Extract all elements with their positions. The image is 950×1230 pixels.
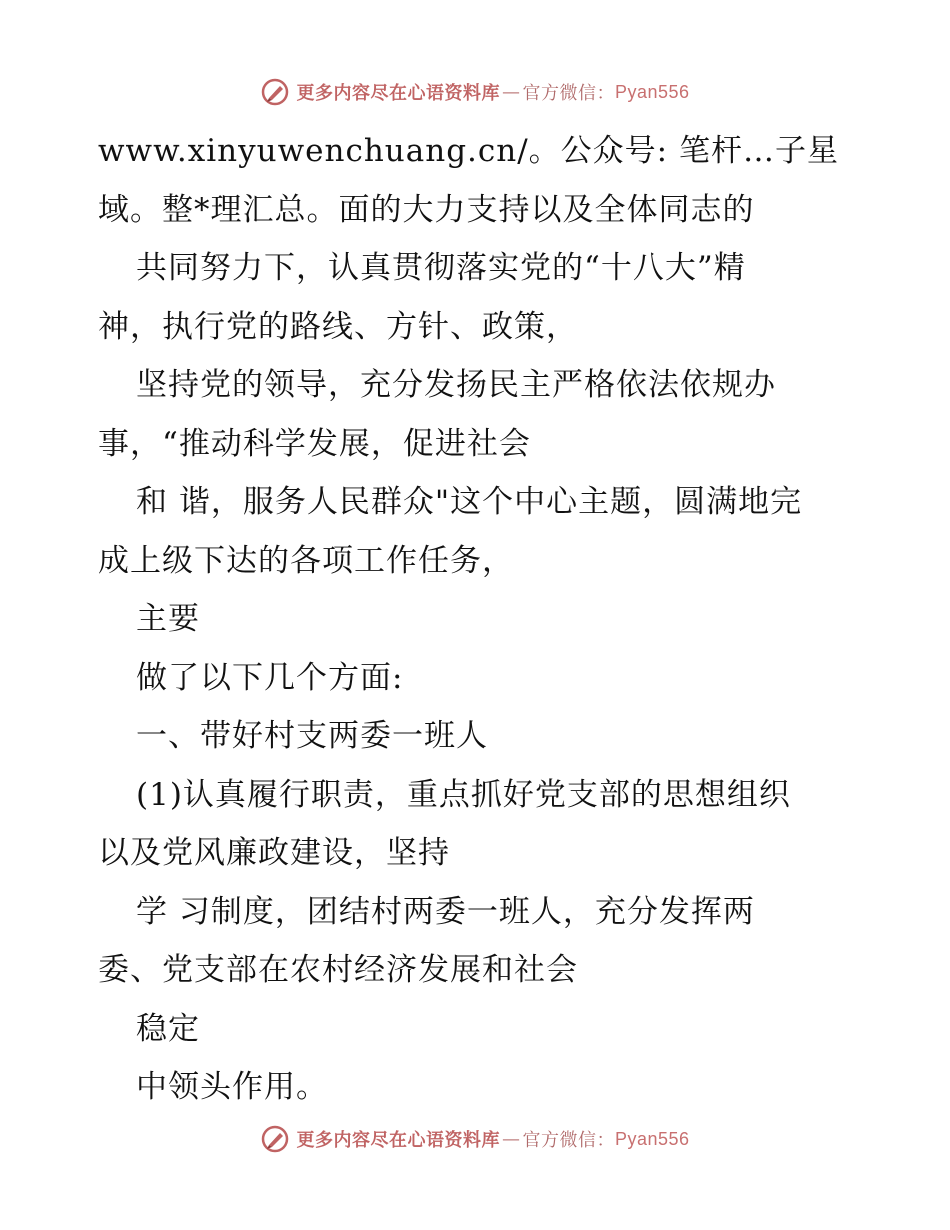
paragraph-line: 共同努力下，认真贯彻落实党的“十八大”精 (136, 250, 746, 286)
paragraph-line: 中领头作用。 (136, 1069, 328, 1105)
pen-logo-icon (260, 77, 290, 107)
footer-banner (0, 1119, 950, 1159)
banner-wechat-label: 官方微信： (522, 83, 615, 104)
header-banner (0, 72, 950, 112)
paragraph-line: 委、党支部在农村经济发展和社会 (98, 952, 578, 988)
paragraph-line: 一、带好村支两委一班人 (136, 718, 488, 754)
pen-logo-icon (260, 1124, 290, 1154)
paragraph-line: 域。整*理汇总。面的大力支持以及全体同志的 (98, 191, 755, 228)
banner-separator: — (501, 1128, 521, 1150)
paragraph-line: 主要 (136, 601, 200, 637)
paragraph-line: (1)认真履行职责，重点抓好党支部的思想组织 (136, 776, 791, 813)
banner-main-text: 更多内容尽在心语资料库 (296, 83, 500, 104)
paragraph-line: 成上级下达的各项工作任务， (98, 542, 514, 579)
paragraph-line: 做了以下几个方面: (136, 659, 404, 696)
paragraph-line: www.xinyuwenchuang.cn/。公众号: 笔杆…子星 (98, 133, 839, 169)
banner-main-text: 更多内容尽在心语资料库 (296, 1130, 500, 1151)
paragraph-line: 以及党风廉政建设，坚持 (98, 835, 450, 871)
paragraph-line: 事，“推动科学发展，促进社会 (98, 425, 531, 462)
paragraph-line: 学 习制度，团结村两委一班人，充分发挥两 (136, 893, 755, 930)
paragraph-line: 稳定 (136, 1010, 200, 1047)
paragraph-line: 神，执行党的路线、方针、政策， (98, 308, 578, 345)
document-body (98, 122, 858, 1117)
banner-wechat-id: Pyan556 (614, 1128, 690, 1149)
banner-wechat-label: 官方微信： (522, 1130, 615, 1151)
paragraph-line: 坚持党的领导，充分发扬民主严格依法依规办 (136, 367, 776, 403)
paragraph-line: 和 谐，服务人民群众"这个中心主题，圆满地完 (136, 484, 803, 520)
banner-separator: — (501, 81, 521, 103)
banner-wechat-id: Pyan556 (614, 81, 690, 102)
